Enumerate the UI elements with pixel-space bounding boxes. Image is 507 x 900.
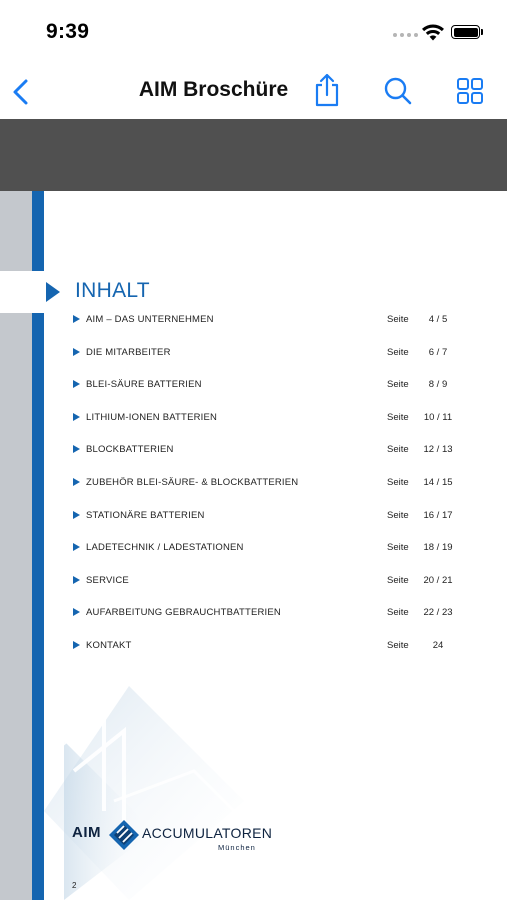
logo-aim-text: AIM bbox=[72, 824, 101, 841]
status-bar bbox=[0, 0, 507, 64]
toc-row[interactable] bbox=[73, 310, 463, 330]
toc-row[interactable] bbox=[73, 440, 463, 460]
toc-seite: Seite bbox=[387, 379, 409, 391]
toc-label: AUFARBEITUNG GEBRAUCHTBATTERIEN bbox=[86, 607, 281, 619]
toc-row[interactable] bbox=[73, 375, 463, 395]
toc-label: SERVICE bbox=[86, 574, 129, 586]
toc-seite: Seite bbox=[387, 346, 409, 358]
toc-row[interactable] bbox=[73, 571, 463, 591]
toc-seite: Seite bbox=[387, 607, 409, 619]
aim-logo bbox=[72, 815, 272, 855]
wifi-icon bbox=[421, 22, 445, 42]
toc-pages: 10 / 11 bbox=[423, 411, 453, 423]
status-time: 9:39 bbox=[46, 20, 90, 43]
grid-icon[interactable] bbox=[456, 77, 484, 105]
document-page[interactable] bbox=[0, 191, 507, 900]
toc-pages: 6 / 7 bbox=[428, 346, 448, 358]
toc-label: LADETECHNIK / LADESTATIONEN bbox=[86, 542, 244, 554]
toc-arrow-icon bbox=[73, 380, 80, 388]
heading-arrow-icon bbox=[46, 282, 60, 302]
logo-diamond-icon bbox=[108, 819, 140, 851]
toc-row[interactable] bbox=[73, 343, 463, 363]
toc-label: BLEI-SÄURE BATTERIEN bbox=[86, 379, 202, 391]
toc-arrow-icon bbox=[73, 413, 80, 421]
page-number: 2 bbox=[72, 881, 77, 890]
toc-label: AIM – DAS UNTERNEHMEN bbox=[86, 314, 214, 325]
toc-row[interactable] bbox=[73, 506, 463, 526]
toc-label: DIE MITARBEITER bbox=[86, 346, 171, 358]
toc-seite: Seite bbox=[387, 574, 409, 586]
toc-seite: Seite bbox=[387, 509, 409, 521]
toc-pages: 8 / 9 bbox=[428, 379, 448, 391]
toc-pages: 20 / 21 bbox=[423, 574, 453, 586]
search-icon[interactable] bbox=[383, 76, 413, 106]
toc-seite: Seite bbox=[387, 640, 409, 651]
toc-label: BLOCKBATTERIEN bbox=[86, 444, 174, 456]
toc-seite: Seite bbox=[387, 542, 409, 554]
toc-row[interactable] bbox=[73, 603, 463, 623]
page-top-band bbox=[0, 119, 507, 191]
toc-label: ZUBEHÖR BLEI-SÄURE- & BLOCKBATTERIEN bbox=[86, 477, 299, 488]
toc-arrow-icon bbox=[73, 478, 80, 486]
toc-heading: INHALT bbox=[75, 279, 150, 302]
toc-arrow-icon bbox=[73, 315, 80, 323]
toc-arrow-icon bbox=[73, 543, 80, 551]
toc-row[interactable] bbox=[73, 408, 463, 428]
toc-seite: Seite bbox=[387, 444, 409, 456]
logo-accumulatoren-text: ACCUMULATOREN bbox=[142, 825, 273, 841]
toc-pages: 24 bbox=[432, 640, 444, 651]
battery-icon bbox=[451, 25, 480, 39]
toc-row[interactable] bbox=[73, 473, 463, 493]
toc-pages: 14 / 15 bbox=[423, 477, 453, 488]
toc-label: STATIONÄRE BATTERIEN bbox=[86, 509, 205, 521]
toc-arrow-icon bbox=[73, 608, 80, 616]
toc-seite: Seite bbox=[387, 477, 409, 488]
logo-city-text: München bbox=[218, 843, 256, 852]
nav-title: AIM Broschüre bbox=[138, 78, 289, 101]
toc-arrow-icon bbox=[73, 576, 80, 584]
toc-row[interactable] bbox=[73, 636, 463, 656]
signal-icon bbox=[393, 33, 418, 37]
toc-seite: Seite bbox=[387, 411, 409, 423]
toc-arrow-icon bbox=[73, 511, 80, 519]
toc-pages: 16 / 17 bbox=[423, 509, 453, 521]
nav-bar bbox=[0, 64, 507, 119]
toc-pages: 18 / 19 bbox=[423, 542, 453, 554]
toc-row[interactable] bbox=[73, 538, 463, 558]
decorative-graphic bbox=[44, 681, 304, 900]
toc-arrow-icon bbox=[73, 348, 80, 356]
toc-pages: 12 / 13 bbox=[423, 444, 453, 456]
toc-label: KONTAKT bbox=[86, 640, 132, 651]
toc-pages: 4 / 5 bbox=[428, 314, 448, 325]
toc-label: LITHIUM-IONEN BATTERIEN bbox=[86, 411, 218, 423]
toc-pages: 22 / 23 bbox=[423, 607, 453, 619]
battery-tip bbox=[481, 29, 483, 35]
toc-arrow-icon bbox=[73, 445, 80, 453]
toc-seite: Seite bbox=[387, 314, 409, 325]
toc-arrow-icon bbox=[73, 641, 80, 649]
share-icon[interactable] bbox=[313, 72, 341, 108]
